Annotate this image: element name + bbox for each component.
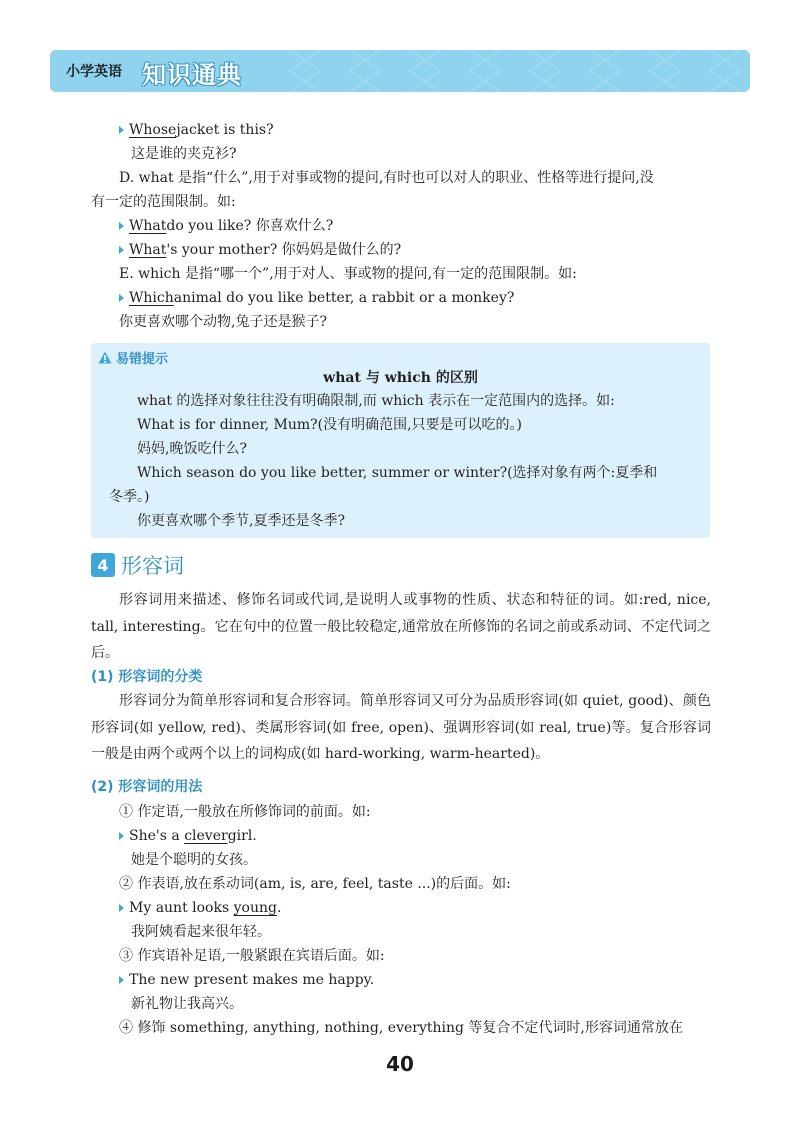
adjective-intro-paragraph: 形容词用来描述、修饰名词或代词,是说明人或事物的性质、状态和特征的词。如:red, nice, tall, interesting。它在句中的位置一般比较稳定,通常放在所修饰的名词之前或系动词、不定代词之后。 [91,592,711,661]
subheading-classification: (1) 形容词的分类 [91,669,203,685]
bullet-triangle-icon [119,246,124,254]
tip-title: what 与 which 的区别 [323,370,478,386]
example-what-mother: What 's your mother? 你妈妈是做什么的? [119,240,401,260]
bullet-triangle-icon [119,222,124,230]
section-heading [91,552,184,578]
tip-line6: 你更喜欢哪个季节,夏季还是冬季? [137,513,345,529]
usage-2-translation: 我阿姨看起来很年轻。 [131,924,271,940]
warning-icon [98,351,112,364]
tip-line1: what 的选择对象往往没有明确限制,而 which 表示在一定范围内的选择。如: [137,393,615,409]
bullet-triangle-icon [119,976,124,984]
example-which-animal-translation: 你更喜欢哪个动物,兔子还是猴子? [119,314,327,330]
example-whose-translation: 这是谁的夹克衫? [131,146,237,162]
usage-3-description: ③ 作宾语补足语,一般紧跟在宾语后面。如: [119,948,385,964]
bullet-triangle-icon [119,294,124,302]
example-what-like: What do you like? 你喜欢什么? [119,216,333,236]
usage-2-description: ② 作表语,放在系动词(am, is, are, feel, taste ...)的后面。如: [119,876,511,892]
tip-line3: 妈妈,晚饭吃什么? [137,441,247,457]
page-number: 40 [386,1052,414,1076]
usage-1-description: ① 作定语,一般放在所修饰词的前面。如: [119,804,371,820]
tip-line5: 冬季。) [109,489,150,505]
which-description: E. which 是指“哪一个”,用于对人、事或物的提问,有一定的范围限制。如: [119,266,577,282]
bullet-triangle-icon [119,904,124,912]
error-tip-box [91,343,710,538]
header-title: 知识通典 [142,61,242,89]
usage-1-example: She's a clever girl. [119,826,257,846]
bullet-triangle-icon [119,126,124,134]
tip-line4: Which season do you like better, summer or winter?(选择对象有两个:夏季和 [137,465,658,481]
page-header-banner [50,50,750,92]
what-description-line1: D. what 是指“什么”,用于对事或物的提问,有时也可以对人的职业、性格等进行提问,没 [119,170,654,186]
tip-label: 易错提示 [116,352,169,367]
example-whose: Whose jacket is this? [119,120,274,140]
usage-4-description: ④ 修饰 something, anything, nothing, everything 等复合不定代词时,形容词通常放在 [119,1020,683,1036]
section-title: 形容词 [121,554,184,578]
usage-2-example: My aunt looks young . [119,898,281,918]
tip-line2: What is for dinner, Mum?(没有明确范围,只要是可以吃的。) [137,417,523,433]
section-number-badge: 4 [91,553,115,577]
usage-3-translation: 新礼物让我高兴。 [131,996,243,1012]
tip-header [98,348,168,367]
example-which-animal: Which animal do you like better, a rabbit or a monkey? [119,288,514,308]
what-description-line2: 有一定的范围限制。如: [91,194,236,210]
usage-3-example: The new present makes me happy. [119,970,374,990]
usage-1-translation: 她是个聪明的女孩。 [131,852,257,868]
header-subtitle: 小学英语 [66,64,122,80]
bullet-triangle-icon [119,832,124,840]
subheading-usage: (2) 形容词的用法 [91,779,203,795]
adjective-classification-paragraph: 形容词分为简单形容词和复合形容词。简单形容词又可分为品质形容词(如 quiet, good)、颜色形容词(如 yellow, red)、类属形容词(如 free, open)、强调形容词(如 real, true)等。复合形容词一般是由两个或两个以上的词构成(如 hard-working, warm-hearted)。 [91,693,711,762]
